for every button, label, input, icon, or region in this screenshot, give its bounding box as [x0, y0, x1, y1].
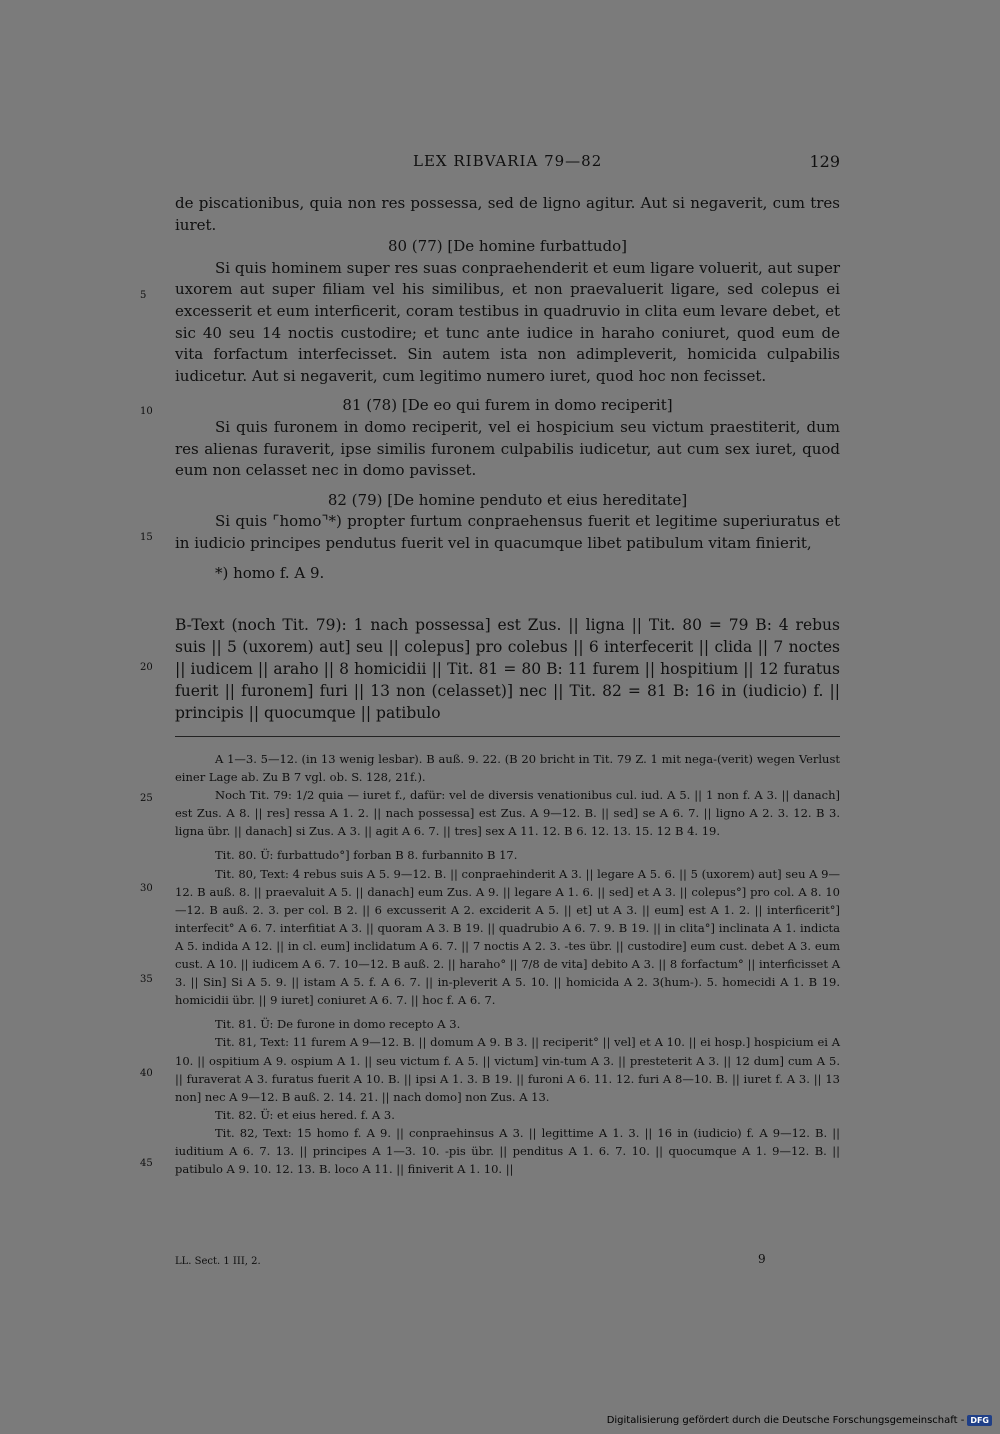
apparatus-tit-81-text: Tit. 81, Text: 11 furem A 9—12. B. || domum A 9. B 3. || reciperit° || vel] et A 10. || ei hosp.] hospicium ei A 10. || ospitium A 9. ospium A 1. || seu victum f. A 5. || victum] vin-tum A 3. || presteterit A 3. || 12 dum] cum A 5. || furaverat A 3. furatus fuerit A 10. B. || ipsi A 1. 3. B 19. || furoni A 6. 11. 12. furi A 8—10. B. || iuret f. A 3. || 13 non] nec A 9—12. B auß. 2. 14. 21. || nach domo] non Zus. A 13. — [175, 1035, 840, 1104]
sheet-number: 9 — [758, 1252, 766, 1266]
heading-title-81: 81 (78) [De eo qui furem in domo reciperit] — [342, 396, 673, 415]
apparatus-tit-82-title: Tit. 82. Ü: et eius hered. f. A 3. — [215, 1107, 395, 1122]
critical-apparatus — [175, 750, 840, 1178]
divider — [175, 736, 840, 737]
heading-title-80: 80 (77) [De homine furbattudo] — [387, 237, 628, 256]
line-number: 15 — [140, 532, 153, 543]
funding-credit — [607, 1413, 992, 1427]
b-text-apparatus — [175, 614, 840, 724]
paragraph-82: Si quis ⌜homo⌝*) propter furtum conpraehensus fuerit et legitime superiuratus et in iudicio principes pendutus fuerit vel in quacumque libet patibulum vitam finierit, — [175, 512, 840, 552]
main-text — [175, 193, 840, 584]
dfg-logo-icon: DFG — [967, 1415, 992, 1426]
paragraph-80: Si quis hominem super res suas conpraehenderit et eum ligare voluerit, aut super uxorem aut super filiam vel his similibus, et non praevaluerit ligare, sed colepus ei excesserit et eum interficerit, coram testibus in quadruvio in clita eum levare debet, et sic 40 seu 14 noctis custodire; et tunc ante iudice in haraho coniuret, quod eum de vita forfactum interfecisset. Sin autem ista non adimpleverit, homicida culpabilis iudicetur. Aut si negaverit, cum legitimo numero iuret, quod hoc non fecisset. — [175, 258, 840, 385]
line-number: 25 — [140, 793, 153, 804]
apparatus-tit-80-title: Tit. 80. Ü: furbattudo°] forban B 8. furbannito B 17. — [215, 848, 518, 863]
line-number: 30 — [140, 883, 153, 894]
sheet-signature: LL. Sect. 1 III, 2. — [175, 1256, 261, 1267]
b-text: B-Text (noch Tit. 79): 1 nach possessa] est Zus. || ligna || Tit. 80 = 79 B: 4 rebus suis || 5 (uxorem) aut] seu || colepus] pro colebus || 6 interfecerit || clida || 7 noctes || iudicem || araho || 8 homicidii || Tit. 81 = 80 B: 11 furem || hospitium || 12 furatus fuerit || furonem] furi || 13 non (celasset)] nec || Tit. 82 = 81 B: 16 in (iudicio) f. || principis || quocumque || patibulo — [175, 616, 840, 722]
apparatus-tit-82-text: Tit. 82, Text: 15 homo f. A 9. || conpraehinsus A 3. || legittime A 1. 3. || 16 in (iudicio) f. A 9—12. B. || iuditium A 6. 7. 13. || principes A 1—3. 10. -pis übr. || penditus A 1. 6. 7. 10. || quocumque A 1. 9—12. B. || patibulo A 9. 10. 12. 13. B. loco A 11. || finiverit A 1. 10. || — [175, 1125, 840, 1177]
page-header — [175, 152, 840, 176]
heading-title-82: 82 (79) [De homine penduto et eius hereditate] — [327, 490, 688, 509]
credit-text: Digitalisierung gefördert durch die Deutsche Forschungsgemeinschaft - — [606, 1414, 965, 1426]
footnote: *) homo f. A 9. — [215, 563, 325, 582]
running-title: LEX RIBVARIA 79—82 — [413, 152, 603, 170]
line-number: 40 — [140, 1068, 153, 1079]
apparatus-tit-81-title: Tit. 81. Ü: De furone in domo recepto A 3. — [215, 1017, 461, 1032]
paragraph-79-end: de piscationibus, quia non res possessa, sed de ligno agitur. Aut si negaverit, cum tres iuret. — [175, 194, 840, 234]
apparatus-tit-80-text: Tit. 80, Text: 4 rebus suis A 5. 9—12. B. || conpraehinderit A 3. || legare A 5. 6. || 5 (uxorem) aut] seu A 9—12. B auß. 8. || praevaluit A 5. || danach] eum Zus. A 9. || legare A 1. 6. || sed] et A 3. || colepus°] pro col. A 8. 10—12. B auß. 2. 3. per col. B 2. || 6 excusserit A 2. exciderit A 5. || et] ut A 3. || eum] est A 1. 2. || interficerit°] interfecit° A 6. 7. interfitiat A 3. || quoram A 3. B 19. || quadrubio A 6. 7. 9. B 19. || in clita°] inclinata A 1. indicta A 5. indida A 12. || in cl. eum] inclidatum A 6. 7. || 7 noctis A 2. 3. -tes übr. || custodire] eum cust. debet A 3. eum cust. A 10. || iudicem A 6. 7. 10—12. B auß. 2. || haraho° || 7/8 de vita] debito A 3. || 8 forfactum° || interficisset A 3. || Sin] Si A 5. 9. || istam A 5. f. A 6. 7. || in-pleverit A 5. 10. || homicida A 2. 3(hum-). 5. homecidi A 1. B 19. homicidii übr. || 9 iuret] coniuret A 6. 7. || hoc f. A 6. 7. — [175, 866, 840, 1008]
line-number: 45 — [140, 1158, 153, 1169]
paragraph-81: Si quis furonem in domo reciperit, vel ei hospicium seu victum praestiterit, dum res alienas furaverit, ipse similis furonem culpabilis iudicetur, aut cum sex iuret, quod eum non celasset nec in domo pavisset. — [175, 417, 840, 480]
line-number: 5 — [140, 290, 147, 301]
apparatus-tit-79: Noch Tit. 79: 1/2 quia — iuret f., dafür: vel de diversis venationibus cul. iud. A 5. || 1 non f. A 3. || danach] est Zus. A 8. || res] ressa A 1. 2. || nach possessa] est Zus. A 9—12. B. || sed] se A 6. 7. || ligno A 2. 3. 12. B 3. ligna übr. || danach] si Zus. A 3. || agit A 6. 7. || tres] sex A 11. 12. B 6. 12. 13. 15. 12 B 4. 19. — [175, 788, 840, 839]
page-number: 129 — [809, 152, 840, 171]
line-number: 10 — [140, 406, 153, 417]
line-number: 35 — [140, 974, 153, 985]
line-number: 20 — [140, 662, 153, 673]
apparatus-sources: A 1—3. 5—12. (in 13 wenig lesbar). B auß. 9. 22. (B 20 bricht in Tit. 79 Z. 1 mit nega-(verit) wegen Verlust einer Lage ab. Zu B 7 vgl. ob. S. 128, 21f.). — [175, 752, 840, 785]
